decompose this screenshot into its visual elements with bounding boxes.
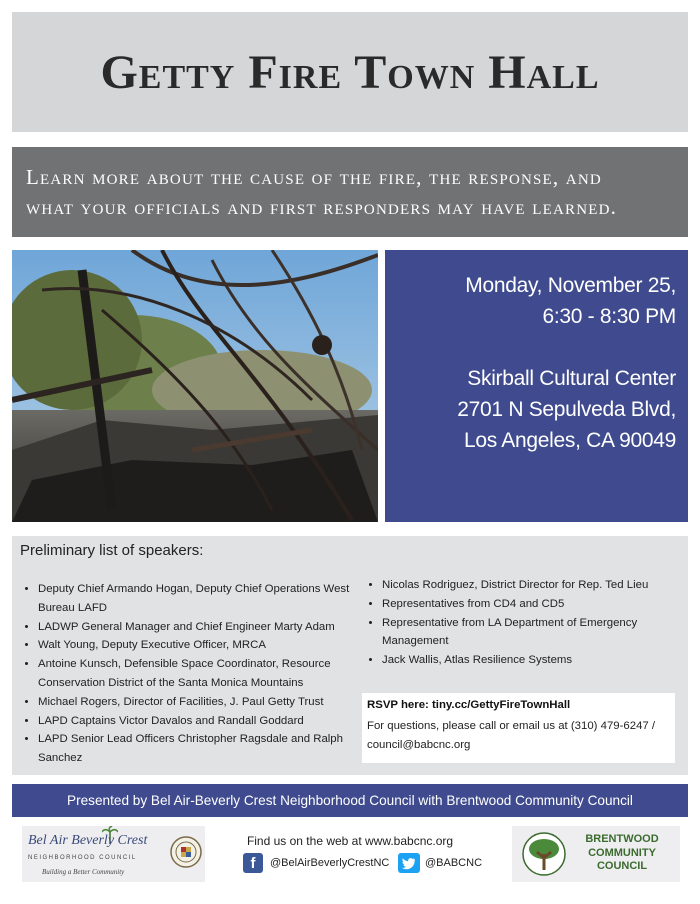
speakers-list-right (362, 576, 700, 670)
event-details (385, 250, 688, 522)
event-spacer (385, 332, 676, 363)
oak-tree-icon (522, 832, 566, 876)
list-item: • Michael Rogers, Director of Facilities, J. Paul Getty Trust (38, 693, 374, 712)
subtitle (26, 162, 617, 222)
fire-damage-photo (12, 250, 378, 522)
facebook-handle[interactable]: @BelAirBeverlyCrestNC (270, 857, 390, 869)
event-time: 6:30 - 8:30 PM (542, 305, 676, 328)
facebook-icon[interactable]: f (243, 853, 263, 873)
title-banner (12, 12, 688, 132)
brentwood-line-1: BRENTWOOD (585, 833, 659, 845)
twitter-icon[interactable] (398, 853, 420, 873)
subtitle-banner (12, 147, 688, 237)
event-city: Los Angeles, CA 90049 (463, 429, 676, 452)
bel-air-name: Bel Air Beverly Crest (28, 833, 148, 848)
rsvp-link[interactable]: RSVP here: tiny.cc/GettyFireTownHall (367, 699, 571, 711)
find-us-text: Find us on the web at www.babcnc.org (246, 834, 454, 848)
event-venue: Skirball Cultural Center (467, 367, 676, 390)
event-date: Monday, November 25, (465, 274, 676, 297)
list-item: • Antoine Kunsch, Defensible Space Coordinator, Resource Conservation District of the Santa Monica Mountains (38, 655, 374, 693)
bel-air-logo (22, 826, 205, 882)
list-item: • LADWP General Manager and Chief Engineer Marty Adam (38, 618, 374, 637)
event-street: 2701 N Sepulveda Blvd, (457, 398, 676, 421)
contact-info: For questions, please call or email us at (310) 479-6247 / council@babcnc.org (367, 720, 656, 751)
list-item: • Jack Wallis, Atlas Resilience Systems (382, 651, 700, 670)
speakers-heading: Preliminary list of speakers: (20, 542, 204, 559)
presented-by-text: Presented by Bel Air-Beverly Crest Neighborhood Council with Brentwood Community Council (67, 793, 633, 808)
bel-air-tagline: Building a Better Community (42, 868, 125, 876)
brentwood-line-2: COMMUNITY (588, 846, 656, 859)
burned-structure-image (12, 250, 378, 522)
rsvp-box (362, 693, 675, 763)
list-item: • Walt Young, Deputy Executive Officer, MRCA (38, 636, 374, 655)
speakers-list-left (18, 580, 374, 768)
brentwood-logo (512, 826, 680, 882)
subtitle-line-1: Learn more about the cause of the fire, the response, and (26, 165, 602, 189)
speakers-panel (12, 536, 688, 775)
bel-air-sub: NEIGHBORHOOD COUNCIL (28, 855, 137, 861)
presented-by-banner (12, 784, 688, 817)
subtitle-line-2: what your officials and first responders may have learned. (26, 195, 618, 219)
brentwood-line-3: COUNCIL (596, 860, 648, 872)
list-item: • Representative from LA Department of Emergency Management (382, 614, 700, 652)
list-item: • LAPD Captains Victor Davalos and Randall Goddard (38, 712, 374, 731)
list-item: • Representatives from CD4 and CD5 (382, 595, 700, 614)
page-title: Getty Fire Town Hall (100, 45, 600, 99)
twitter-handle[interactable]: @BABCNC (425, 857, 483, 869)
brentwood-name (572, 833, 672, 874)
city-seal-icon (170, 836, 202, 868)
list-item: • LAPD Senior Lead Officers Christopher Ragsdale and Ralph Sanchez (38, 730, 374, 768)
list-item: • Deputy Chief Armando Hogan, Deputy Chief Operations West Bureau LAFD (38, 580, 374, 618)
list-item: • Nicolas Rodriguez, District Director for Rep. Ted Lieu (382, 576, 700, 595)
